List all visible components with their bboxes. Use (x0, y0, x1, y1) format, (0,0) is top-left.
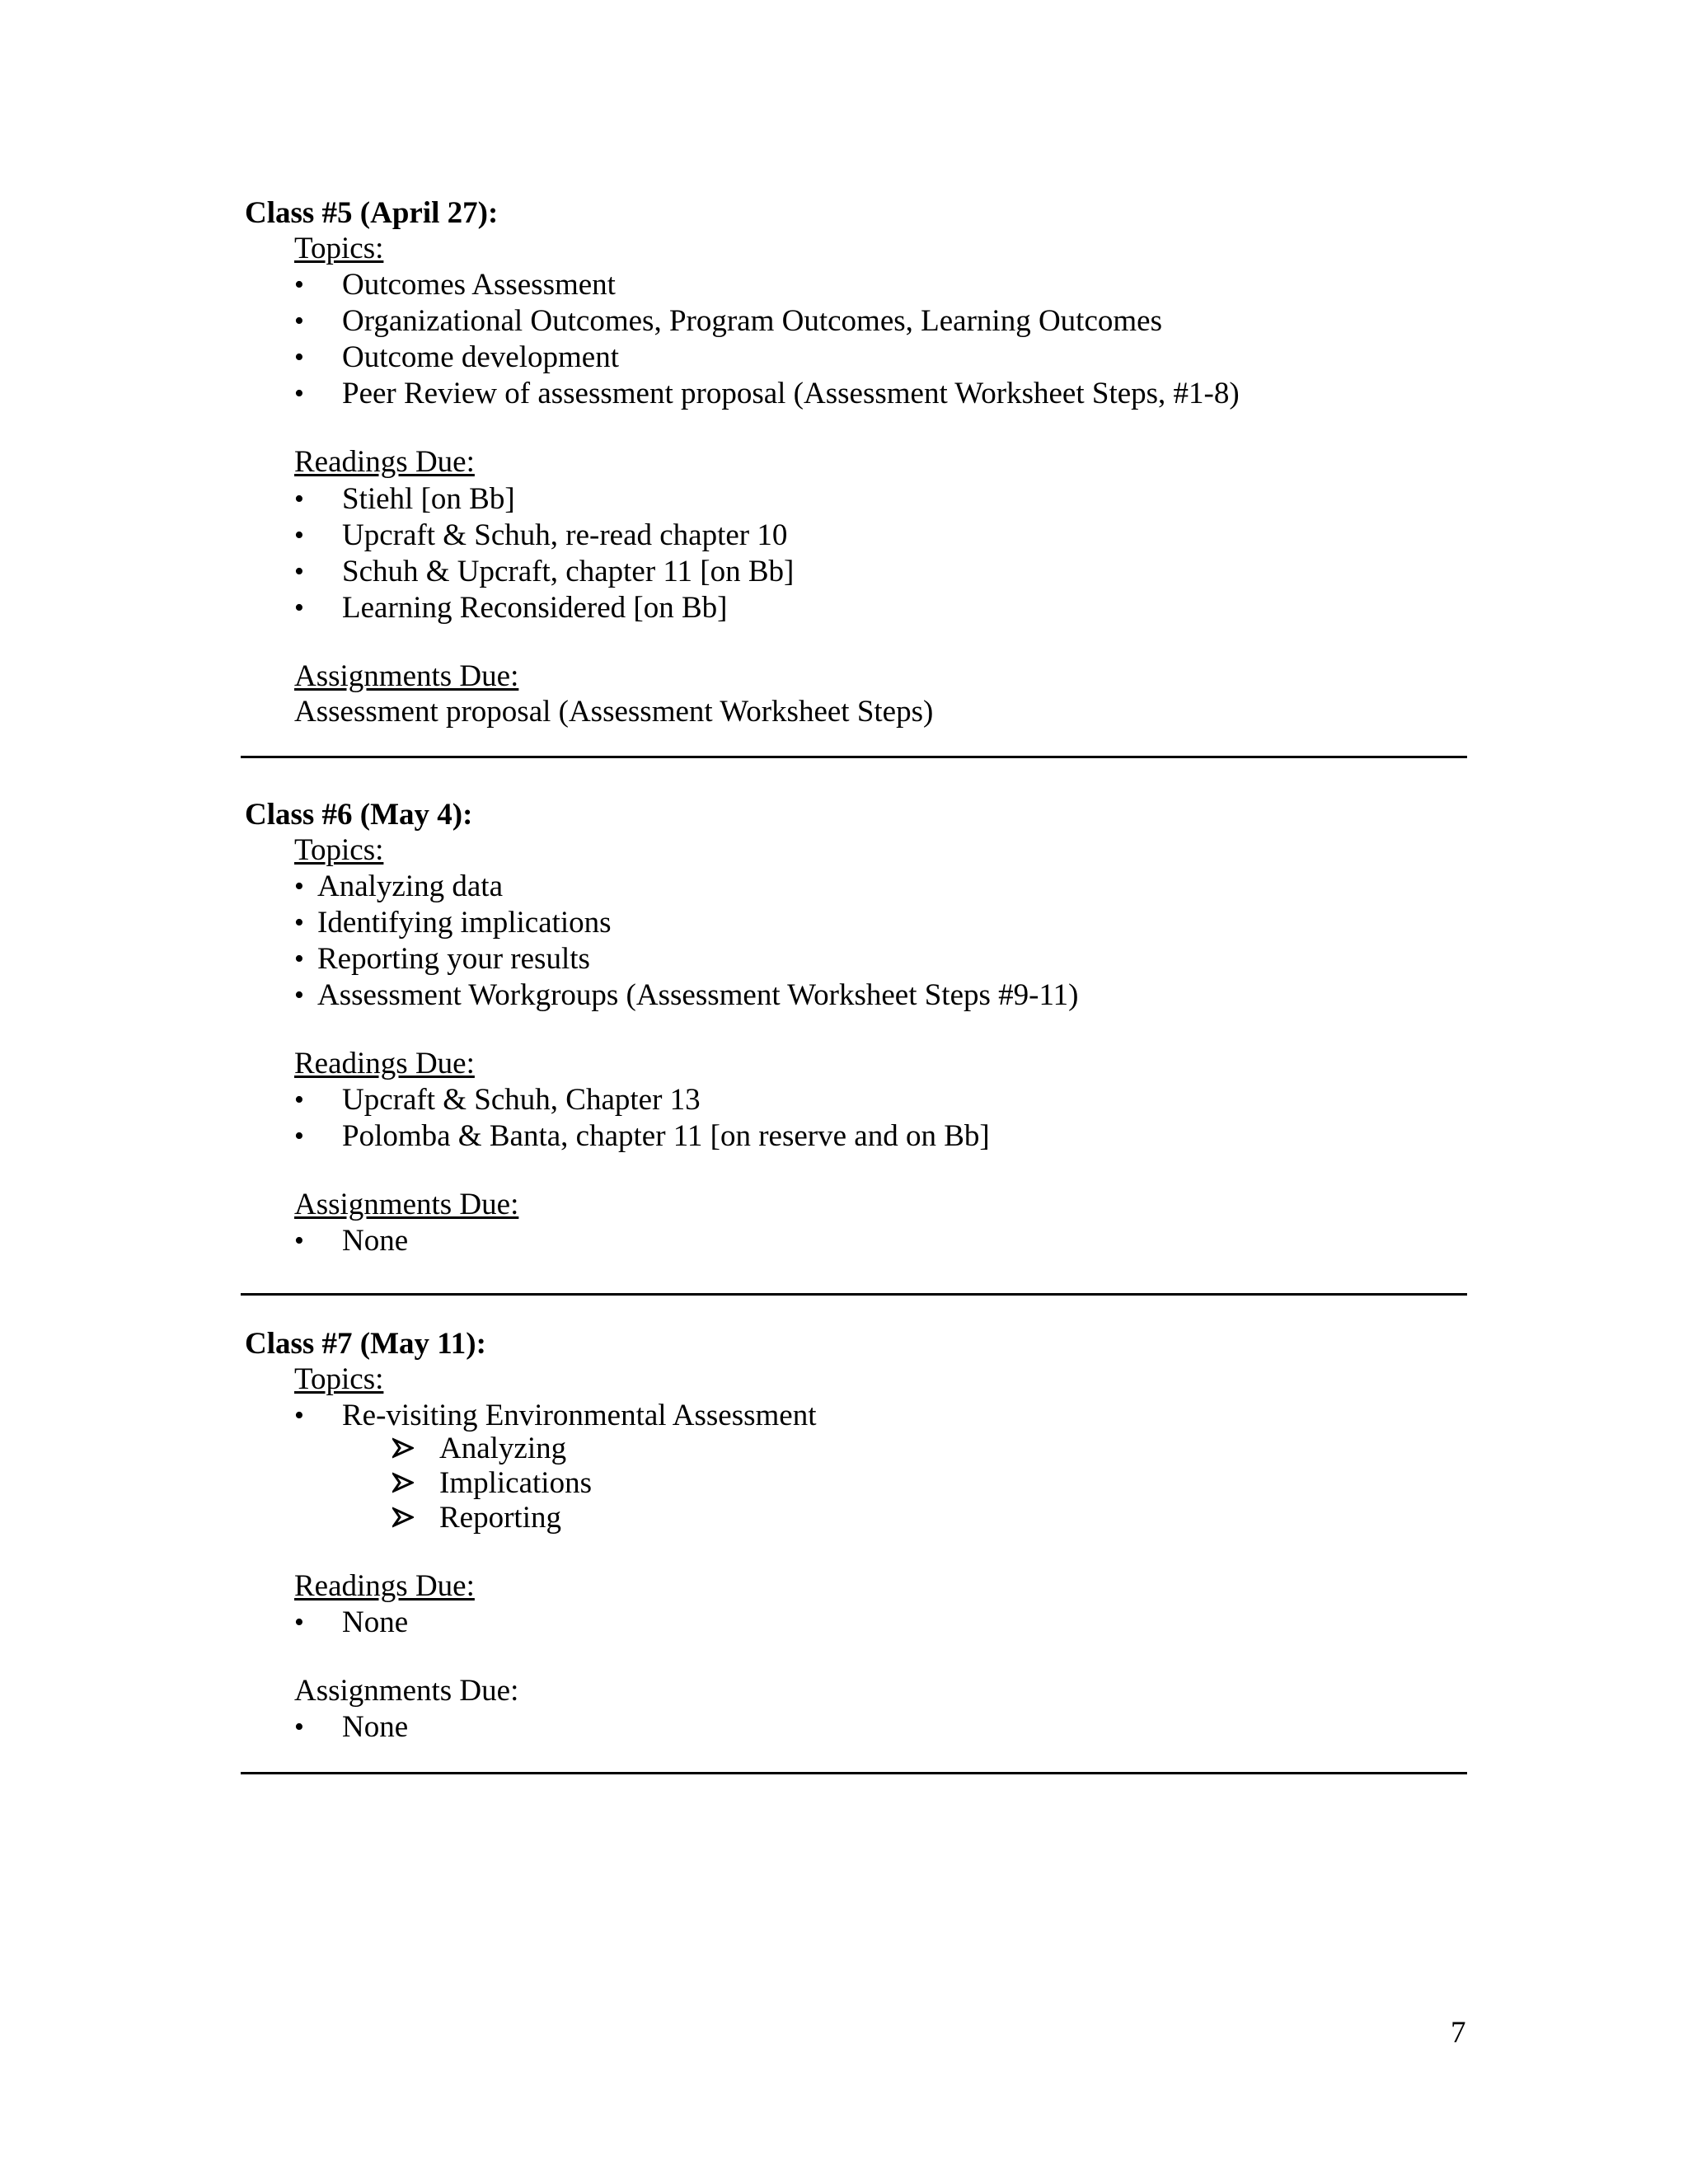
section-divider (241, 1293, 1467, 1296)
class-5-reading-item: Stiehl [on Bb] (342, 482, 515, 516)
class-7-reading-item: None (342, 1605, 409, 1639)
class-6-topics-label: Topics: (294, 833, 384, 867)
class-7-readings-label: Readings Due: (294, 1569, 475, 1603)
bullet-icon: • (294, 1226, 304, 1256)
bullet-icon: • (294, 556, 304, 587)
arrow-bullet-icon (392, 1507, 414, 1528)
class-6-topic-item: Assessment Workgroups (Assessment Worksheet Steps #9-11) (317, 978, 1079, 1012)
bullet-icon: • (294, 306, 304, 336)
class-6-reading-item: Polomba & Banta, chapter 11 [on reserve and on Bb] (342, 1119, 990, 1153)
class-5-heading: Class #5 (April 27): (245, 196, 499, 230)
bullet-icon: • (294, 342, 304, 373)
class-5-reading-item: Learning Reconsidered [on Bb] (342, 591, 728, 625)
class-5-topic-item: Organizational Outcomes, Program Outcomes, Learning Outcomes (342, 304, 1162, 338)
class-5-assignments-label: Assignments Due: (294, 659, 519, 693)
class-6-reading-item: Upcraft & Schuh, Chapter 13 (342, 1083, 701, 1117)
bullet-icon: • (294, 944, 304, 974)
arrow-bullet-icon (392, 1472, 414, 1493)
class-5-reading-item: Upcraft & Schuh, re-read chapter 10 (342, 518, 788, 552)
class-6-assignments-label: Assignments Due: (294, 1188, 519, 1221)
arrow-bullet-icon (392, 1437, 414, 1459)
class-7-topic-item: Re-visiting Environmental Assessment (342, 1399, 817, 1432)
class-6-readings-label: Readings Due: (294, 1047, 475, 1080)
bullet-icon: • (294, 269, 304, 300)
class-5-topic-item: Peer Review of assessment proposal (Assessment Worksheet Steps, #1-8) (342, 377, 1240, 410)
class-5-reading-item: Schuh & Upcraft, chapter 11 [on Bb] (342, 555, 795, 588)
class-7-topics-label: Topics: (294, 1362, 384, 1396)
bullet-icon: • (294, 593, 304, 623)
bullet-icon: • (294, 1712, 304, 1742)
bullet-icon: • (294, 1085, 304, 1115)
class-5-assignment-text: Assessment proposal (Assessment Worksheet Steps) (294, 695, 934, 729)
page-number: 7 (1451, 2016, 1466, 2050)
section-divider (241, 1772, 1467, 1774)
bullet-icon: • (294, 484, 304, 514)
section-divider (241, 756, 1467, 758)
class-6-topic-item: Identifying implications (317, 906, 612, 940)
class-7-subtopic-item: Implications (439, 1466, 592, 1500)
class-5-topics-label: Topics: (294, 232, 384, 265)
class-5-topic-item: Outcome development (342, 340, 619, 374)
bullet-icon: • (294, 520, 304, 551)
class-6-topic-item: Analyzing data (317, 869, 503, 903)
bullet-icon: • (294, 1607, 304, 1638)
bullet-icon: • (294, 1121, 304, 1151)
class-5-readings-label: Readings Due: (294, 445, 475, 479)
class-7-heading: Class #7 (May 11): (245, 1327, 486, 1361)
bullet-icon: • (294, 871, 304, 902)
class-7-subtopic-item: Reporting (439, 1501, 561, 1535)
class-6-topic-item: Reporting your results (317, 942, 590, 976)
bullet-icon: • (294, 378, 304, 409)
bullet-icon: • (294, 1400, 304, 1431)
class-6-assignment-item: None (342, 1224, 409, 1258)
class-5-topic-item: Outcomes Assessment (342, 268, 616, 302)
bullet-icon: • (294, 980, 304, 1010)
class-7-assignment-item: None (342, 1710, 409, 1744)
class-6-heading: Class #6 (May 4): (245, 798, 473, 832)
class-7-assignments-label: Assignments Due: (294, 1674, 519, 1708)
class-7-subtopic-item: Analyzing (439, 1432, 567, 1465)
bullet-icon: • (294, 907, 304, 938)
